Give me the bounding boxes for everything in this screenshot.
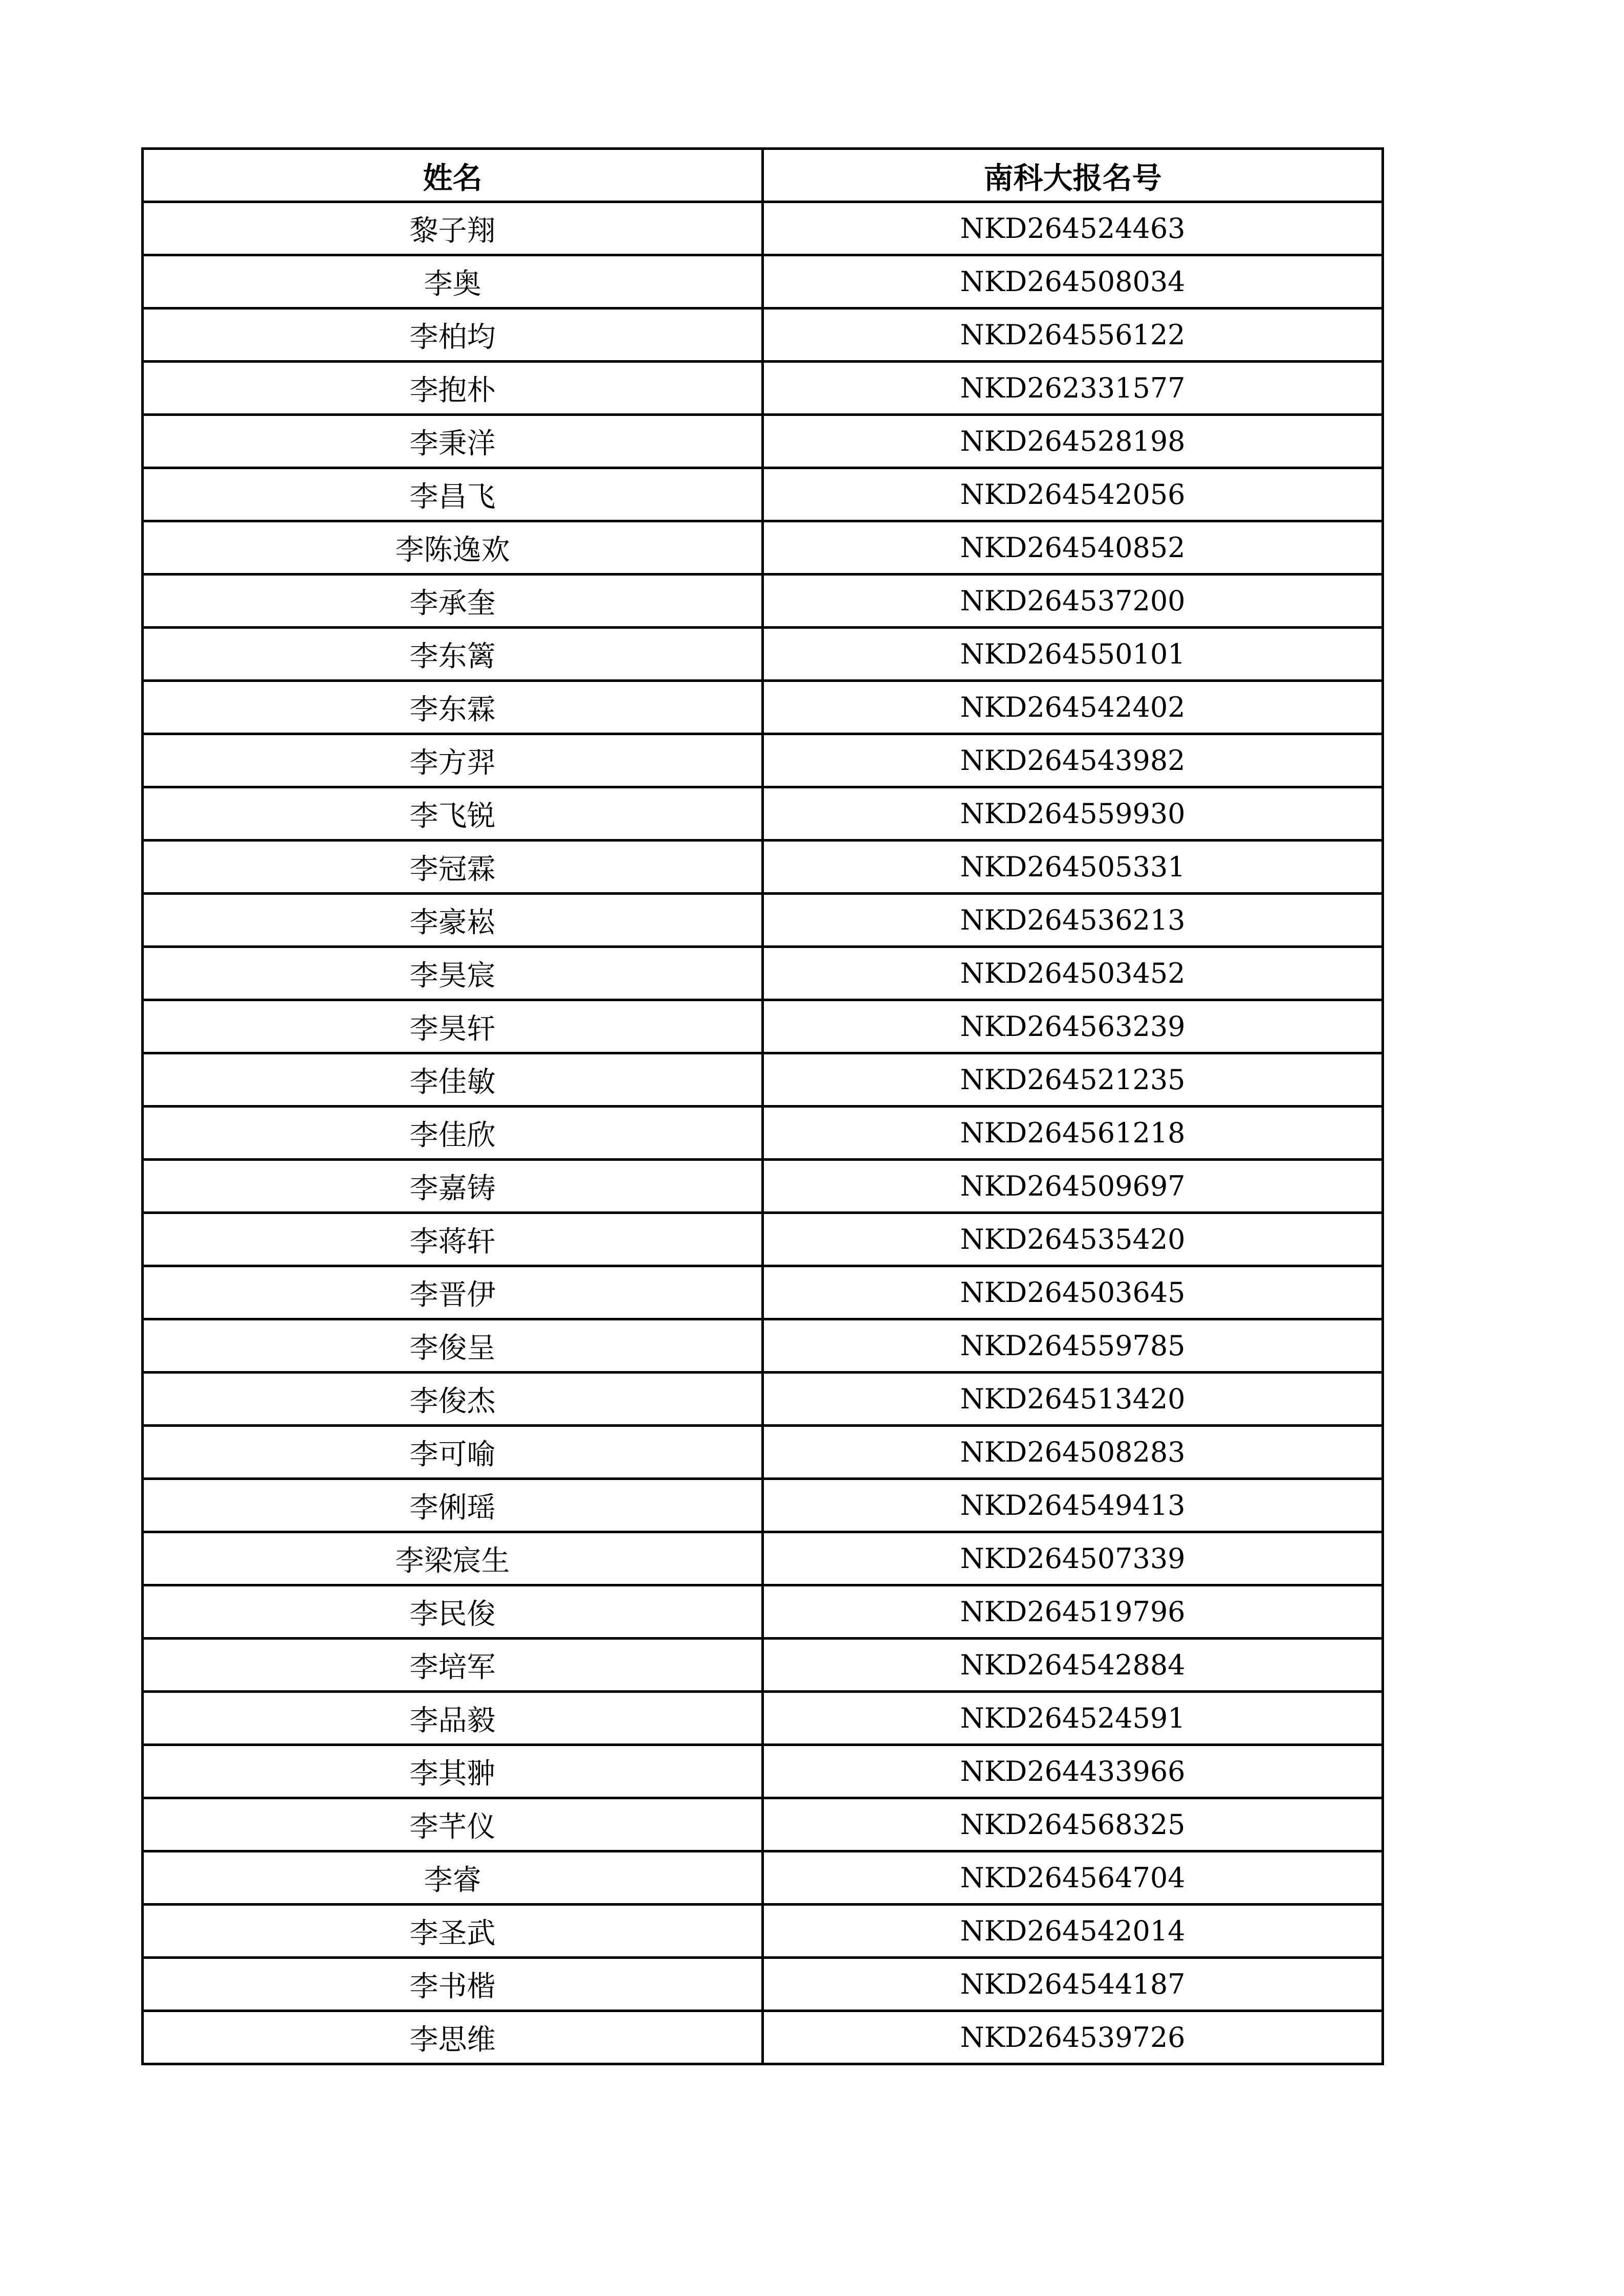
cell-name: 李梁宸生 (143, 1532, 763, 1585)
cell-name: 李芊仪 (143, 1798, 763, 1851)
cell-registration-id: NKD264433966 (763, 1745, 1383, 1798)
table-row (143, 1958, 1383, 2011)
table-row (143, 1798, 1383, 1851)
table-body (143, 202, 1383, 2064)
cell-name: 李晋伊 (143, 1266, 763, 1319)
cell-registration-id: NKD264524591 (763, 1692, 1383, 1745)
cell-name: 李柏均 (143, 308, 763, 362)
cell-name: 李培军 (143, 1639, 763, 1692)
cell-name: 李飞锐 (143, 787, 763, 841)
table-row (143, 1426, 1383, 1479)
table-row (143, 1107, 1383, 1160)
cell-name: 李可喻 (143, 1426, 763, 1479)
cell-name: 李品毅 (143, 1692, 763, 1745)
table-row (143, 947, 1383, 1000)
table-row (143, 734, 1383, 787)
cell-name: 李嘉铸 (143, 1160, 763, 1213)
column-header-name: 姓名 (143, 149, 763, 202)
table-row (143, 468, 1383, 521)
cell-registration-id: NKD264503452 (763, 947, 1383, 1000)
cell-registration-id: NKD264537200 (763, 575, 1383, 628)
cell-registration-id: NKD264508283 (763, 1426, 1383, 1479)
cell-name: 李俐瑶 (143, 1479, 763, 1532)
cell-registration-id: NKD264544187 (763, 1958, 1383, 2011)
cell-name: 李睿 (143, 1851, 763, 1905)
cell-registration-id: NKD264539726 (763, 2011, 1383, 2064)
cell-registration-id: NKD264540852 (763, 521, 1383, 575)
cell-name: 李昊宸 (143, 947, 763, 1000)
table-header-row (143, 149, 1383, 202)
cell-registration-id: NKD264536213 (763, 894, 1383, 947)
table-row (143, 1373, 1383, 1426)
table-row (143, 1692, 1383, 1745)
cell-name: 李圣武 (143, 1905, 763, 1958)
cell-registration-id: NKD264568325 (763, 1798, 1383, 1851)
cell-registration-id: NKD264505331 (763, 841, 1383, 894)
cell-name: 李东篱 (143, 628, 763, 681)
cell-registration-id: NKD264559930 (763, 787, 1383, 841)
cell-name: 李俊呈 (143, 1319, 763, 1373)
table-row (143, 362, 1383, 415)
cell-registration-id: NKD264524463 (763, 202, 1383, 255)
cell-registration-id: NKD264508034 (763, 255, 1383, 308)
table-row (143, 2011, 1383, 2064)
cell-name: 李陈逸欢 (143, 521, 763, 575)
cell-registration-id: NKD264550101 (763, 628, 1383, 681)
table-row (143, 1585, 1383, 1639)
cell-registration-id: NKD264521235 (763, 1053, 1383, 1107)
table-row (143, 575, 1383, 628)
table-row (143, 1053, 1383, 1107)
cell-name: 李思维 (143, 2011, 763, 2064)
cell-name: 黎子翔 (143, 202, 763, 255)
cell-registration-id: NKD264542402 (763, 681, 1383, 734)
cell-name: 李豪崧 (143, 894, 763, 947)
table-row (143, 1266, 1383, 1319)
table-row (143, 894, 1383, 947)
cell-registration-id: NKD264503645 (763, 1266, 1383, 1319)
table-row (143, 1532, 1383, 1585)
table-row (143, 1905, 1383, 1958)
table-row (143, 628, 1383, 681)
table-row (143, 1745, 1383, 1798)
cell-registration-id: NKD264563239 (763, 1000, 1383, 1053)
cell-name: 李抱朴 (143, 362, 763, 415)
cell-name: 李民俊 (143, 1585, 763, 1639)
table-row (143, 255, 1383, 308)
cell-registration-id: NKD264513420 (763, 1373, 1383, 1426)
cell-name: 李东霖 (143, 681, 763, 734)
cell-registration-id: NKD264559785 (763, 1319, 1383, 1373)
table-row (143, 1851, 1383, 1905)
cell-registration-id: NKD264509697 (763, 1160, 1383, 1213)
cell-registration-id: NKD264561218 (763, 1107, 1383, 1160)
cell-name: 李佳敏 (143, 1053, 763, 1107)
cell-registration-id: NKD264528198 (763, 415, 1383, 468)
table-row (143, 1479, 1383, 1532)
table-row (143, 841, 1383, 894)
admission-roster-table (141, 147, 1384, 2065)
cell-name: 李奥 (143, 255, 763, 308)
cell-name: 李秉洋 (143, 415, 763, 468)
table-row (143, 202, 1383, 255)
cell-registration-id: NKD264542014 (763, 1905, 1383, 1958)
cell-registration-id: NKD264519796 (763, 1585, 1383, 1639)
cell-name: 李俊杰 (143, 1373, 763, 1426)
cell-name: 李蒋轩 (143, 1213, 763, 1266)
cell-name: 李其翀 (143, 1745, 763, 1798)
cell-name: 李昊轩 (143, 1000, 763, 1053)
cell-name: 李方羿 (143, 734, 763, 787)
cell-registration-id: NKD264542056 (763, 468, 1383, 521)
cell-name: 李承奎 (143, 575, 763, 628)
table-row (143, 1319, 1383, 1373)
table-row (143, 1639, 1383, 1692)
cell-registration-id: NKD264564704 (763, 1851, 1383, 1905)
table-row (143, 1160, 1383, 1213)
table-row (143, 681, 1383, 734)
cell-registration-id: NKD264542884 (763, 1639, 1383, 1692)
column-header-registration-id: 南科大报名号 (763, 149, 1383, 202)
cell-name: 李昌飞 (143, 468, 763, 521)
table-row (143, 415, 1383, 468)
cell-name: 李书楷 (143, 1958, 763, 2011)
cell-name: 李冠霖 (143, 841, 763, 894)
cell-registration-id: NKD264556122 (763, 308, 1383, 362)
table-row (143, 1000, 1383, 1053)
table-row (143, 787, 1383, 841)
cell-registration-id: NKD262331577 (763, 362, 1383, 415)
table-row (143, 1213, 1383, 1266)
table-row (143, 521, 1383, 575)
cell-registration-id: NKD264507339 (763, 1532, 1383, 1585)
cell-name: 李佳欣 (143, 1107, 763, 1160)
cell-registration-id: NKD264543982 (763, 734, 1383, 787)
cell-registration-id: NKD264535420 (763, 1213, 1383, 1266)
table-row (143, 308, 1383, 362)
cell-registration-id: NKD264549413 (763, 1479, 1383, 1532)
